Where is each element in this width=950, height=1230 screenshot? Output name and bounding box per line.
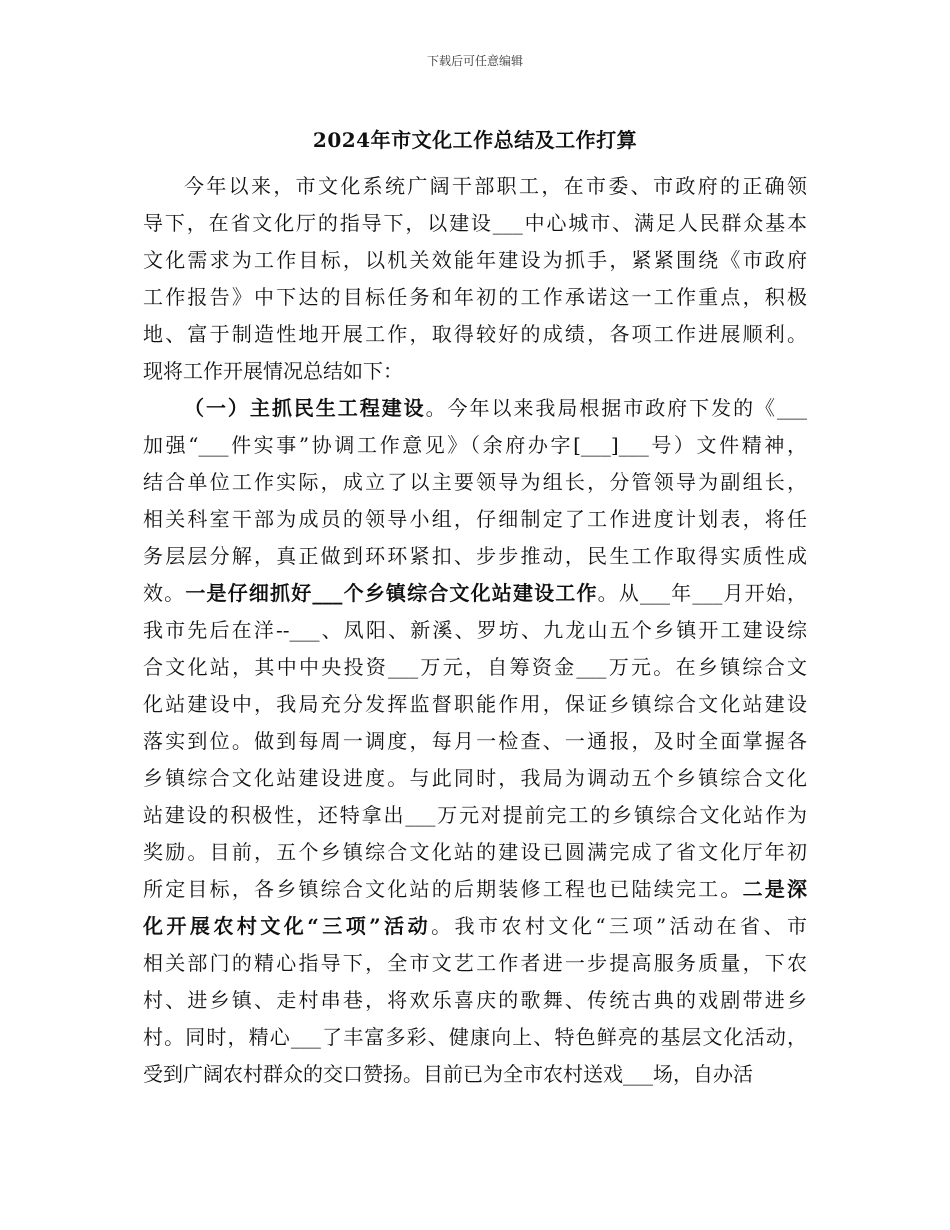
text-line: [143, 242, 807, 279]
document-title: 2024年市文化工作总结及工作打算: [312, 128, 638, 152]
text-line: [143, 501, 807, 538]
body-text: 工作报告》中下达的目标任务和年初的工作承诺这一工作重点，积极: [143, 285, 807, 309]
body-text: 村。同时，精心___了丰富多彩、健康向上、特色鲜亮的基层文化活动，: [143, 1025, 807, 1049]
body-text: 加强“___件实事”协调工作意见》（余府办字[___]___号）文件精神，: [143, 433, 807, 457]
body-text: 今年以来，市文化系统广阔干部职工，在市委、市政府的正确领: [184, 174, 807, 198]
text-line: [143, 649, 807, 686]
text-line: [143, 575, 807, 612]
text-line: [143, 871, 807, 908]
body-text: 效。: [143, 581, 186, 605]
body-text: 站建设的积极性，还特拿出___万元对提前完工的乡镇综合文化站作为: [143, 803, 807, 827]
body-text: 现将工作开展情况总结如下：: [143, 359, 403, 383]
body-text: 合文化站，其中中央投资___万元，自筹资金___万元。在乡镇综合文: [143, 655, 807, 679]
text-line: [143, 279, 807, 316]
text-line: [143, 612, 807, 649]
body-text: 务层层分解，真正做到环环紧扣、步步推动，民生工作取得实质性成: [143, 544, 807, 568]
text-line: [143, 686, 807, 723]
text-line: [143, 464, 807, 501]
text-line: [143, 353, 807, 390]
bold-heading-text: （一）主抓民生工程建设: [184, 396, 426, 420]
text-line: [143, 168, 807, 205]
text-line: [143, 760, 807, 797]
body-text: 地、富于制造性地开展工作，取得较好的成绩，各项工作进展顺利。: [143, 322, 807, 346]
text-line: [143, 982, 807, 1019]
bold-heading-text: 一是仔细抓好___个乡镇综合文化站建设工作: [185, 581, 598, 605]
body-text: 相关科室干部为成员的领导小组，仔细制定了工作进度计划表，将任: [143, 507, 807, 531]
body-text: 奖励。目前，五个乡镇综合文化站的建设已圆满完成了省文化厅年初: [143, 840, 807, 864]
body-text: 导下，在省文化厅的指导下，以建设___中心城市、满足人民群众基本: [143, 211, 807, 235]
page-header-note: 下载后可任意编辑: [426, 54, 523, 68]
text-line: [143, 797, 807, 834]
body-text: 村、进乡镇、走村串巷，将欢乐喜庆的歌舞、传统古典的戏剧带进乡: [143, 988, 807, 1012]
text-line: [143, 390, 807, 427]
body-text: 乡镇综合文化站建设进度。与此同时，我局为调动五个乡镇综合文化: [143, 766, 807, 790]
text-line: [143, 723, 807, 760]
bold-heading-text: 化开展农村文化“三项”活动: [143, 914, 432, 938]
text-line: [143, 834, 807, 871]
text-line: [143, 908, 807, 945]
body-text: 所定目标，各乡镇综合文化站的后期装修工程也已陆续完工。: [143, 877, 743, 901]
text-line: [143, 538, 807, 575]
body-text: 落实到位。做到每周一调度，每月一检查、一通报，及时全面掌握各: [143, 729, 807, 753]
text-line: [143, 945, 807, 982]
body-text: 受到广阔农村群众的交口赞扬。目前已为全市农村送戏___场，自办活: [143, 1062, 753, 1086]
body-text: 结合单位工作实际，成立了以主要领导为组长，分管领导为副组长，: [143, 470, 807, 494]
document-body: [143, 168, 807, 1093]
body-text: 。今年以来我局根据市政府下发的《___: [425, 396, 807, 420]
body-text: 文化需求为工作目标，以机关效能年建设为抓手，紧紧围绕《市政府: [143, 248, 807, 272]
text-line: [143, 1056, 807, 1093]
bold-heading-text: 二是深: [742, 877, 807, 901]
body-text: 我市先后在洋--___、凤阳、新溪、罗坊、九龙山五个乡镇开工建设综: [143, 618, 807, 642]
text-line: [143, 427, 807, 464]
body-text: 化站建设中，我局充分发挥监督职能作用，保证乡镇综合文化站建设: [143, 692, 807, 716]
body-text: 相关部门的精心指导下，全市文艺工作者进一步提高服务质量，下农: [143, 951, 807, 975]
text-line: [143, 205, 807, 242]
body-text: 。从___年___月开始，: [597, 581, 807, 605]
text-line: [143, 1019, 807, 1056]
text-line: [143, 316, 807, 353]
body-text: 。我市农村文化“三项”活动在省、市: [431, 914, 807, 938]
